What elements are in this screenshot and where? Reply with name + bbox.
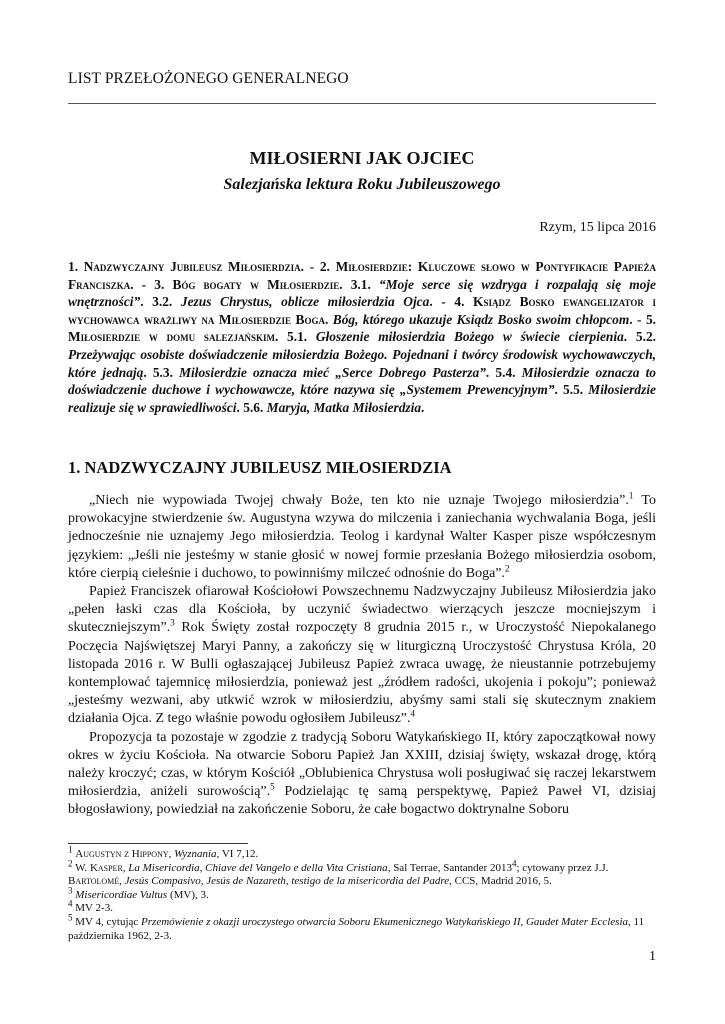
- footnote-author: Bartolomé: [68, 875, 120, 888]
- footnote-work: Wyznania: [174, 848, 217, 860]
- footnote-work: Misericordiae Vultus: [75, 888, 168, 901]
- paragraph: [68, 492, 656, 583]
- toc-item: Ksiądz Bosko ewangelizator i wychowawca wrażliwy na Miłosierdzie Boga: [68, 294, 656, 327]
- paragraph-text: Propozycja ta pozostaje w zgodzie z tradycją Soboru Watykańskiego II, który zapoczątkował nowy okres w życiu Kościoła. Na otwarcie Soboru Papież Jan XXIII, dzisiaj święty, wskazał drogę, którą należy kroczyć; czas, w którym Kościół „Oblubienica Chrystusa woli posługiwać się raczej lekarstwem miłosierdzia, aniżeli surowością”.: [68, 729, 656, 800]
- toc-item: Miłosierdzie w domu salezjańskim: [68, 329, 275, 345]
- section-heading: 1. NADZWYCZAJNY JUBILEUSZ MIŁOSIERDZIA: [68, 458, 452, 477]
- table-of-contents: [68, 258, 656, 416]
- paragraph-text: To prowokacyjne stwierdzenie św. Augustyna wzywa do milczenia i zaniechania wychwalania Boga, jeśli jednocześnie nie uznajemy Jego miłosierdzia. Teolog i kardynał Walter Kasper pisze współczesnym językiem: „Jeśli nie jesteśmy w stanie głosić w nowej formie przesłania Bożego miłosierdzia osobom, które cierpią cieleśnie i duchowo, to powinniśmy milczeć odnośnie do Boga”.: [68, 493, 656, 581]
- footnote-text: W.: [75, 861, 90, 874]
- footnote-author: Kasper: [89, 861, 123, 874]
- paragraph-text: Papież Franciszek ofiarował Kościołowi Powszechnemu Nadzwyczajny Jubileusz Miłosierdzia jako „pełen łaski czas dla Kościoła, by uczynić świadectwo wierzących jeszcze mocniejszym i skuteczniejszym”.: [68, 584, 656, 636]
- toc-text: . 5.3.: [143, 364, 180, 380]
- footnote-number: 3: [68, 885, 73, 896]
- running-header: LIST PRZEŁOŻONEGO GENERALNEGO: [68, 70, 349, 87]
- paragraph: [68, 729, 656, 820]
- paragraph-text: „Niech nie wypowiada Twojej chwały Boże, ten kto nie uznaje Twojego miłosierdzia”.: [89, 493, 629, 508]
- toc-text: . 5.5.: [554, 382, 589, 398]
- paragraph-text: Rok Święty został rozpoczęty 8 grudnia 2015 r., w Uroczystość Niepokalanego Poczęcia Najświętszej Maryi Panny, a zakończy się w liturgiczną Uroczystość Chrystusa Króla, 20 listopada 2016 r. W Bulli ogłaszającej Jubileusz Papież zwraca uwagę, że nieustannie potrzebujemy kontemplować tajemnicę miłosierdzia, ponieważ jest „źródłem radości, ukojenia i pokoju”; ponieważ „jesteśmy wezwani, aby utkwić wzrok w miłosierdziu, abyśmy sami stali się skutecznym znakiem działania Ojca. Z tego właśnie powodu ogłosiłem Jubileusz”.: [68, 620, 656, 727]
- toc-item: Miłosierdzie realizuje się w sprawiedliwości: [68, 382, 656, 415]
- toc-item: Maryja, Matka Miłosierdzia: [266, 399, 422, 415]
- toc-text: . - 5.: [629, 311, 657, 327]
- toc-text: .: [421, 399, 425, 415]
- footnote-number: 5: [68, 912, 73, 923]
- footnote-text: , Sal Terrae, Santander 2013: [387, 861, 512, 874]
- footnote: $^2$ W. Kasper, La Misericordia, Chiave del Vangelo e della Vita Cristiana, Sal Terrae, Santander 2013$^4$; cytowany przez J.J. Bartolomé, Jesús Compasivo, Jesús de Nazareth, testigo de la misericordia del Padre, CCS, Madrid 2016, 5.: [68, 857, 609, 888]
- toc-text: . 3.2.: [140, 294, 181, 310]
- footnote: [68, 912, 656, 943]
- toc-text: . 5.4.: [485, 364, 522, 380]
- toc-text: .: [324, 311, 333, 327]
- footnote-work: Jesús Compasivo, Jesús de Nazareth, testigo de la misericordia del Padre: [124, 875, 450, 888]
- toc-text: . 5.2.: [623, 329, 656, 345]
- footnote-ref[interactable]: 4: [410, 708, 416, 719]
- footnote-number: 2: [68, 857, 73, 868]
- toc-text: . - 2.: [300, 259, 336, 274]
- footnote-ref[interactable]: 3: [170, 617, 175, 628]
- footnotes: [68, 844, 656, 943]
- toc-item: Przeżywając osobiste doświadczenie miłosierdzia Bożego. Pojednani i twórcy środowisk wychowawczych, które jednają: [68, 346, 656, 380]
- document-title: MIŁOSIERNI JAK OJCIEC: [249, 148, 475, 168]
- edition-superscript: 4: [511, 857, 517, 868]
- footnote-text: ; cytowany przez J.J.: [516, 861, 609, 874]
- footnote-ref[interactable]: 5: [270, 781, 275, 792]
- footnote-divider: [68, 843, 248, 844]
- footnote-text: , CCS, Madrid 2016, 5.: [449, 875, 552, 888]
- footnote-ref[interactable]: 2: [505, 563, 510, 574]
- footnote-ref[interactable]: 1: [628, 490, 634, 501]
- footnote-text: MV 4, cytując: [75, 915, 142, 928]
- toc-item: Miłosierdzie: Kluczowe słowo w Pontyfikacie Papieża Franciszka: [68, 259, 656, 292]
- toc-item: “Moje serce się wzdryga i rozpalają się moje wnętrzności”: [68, 276, 656, 310]
- toc-item: Nadzwyczajny Jubileusz Miłosierdzia: [83, 259, 301, 274]
- dateline: Rzym, 15 lipca 2016: [539, 220, 656, 235]
- toc-text: . 5.6.: [236, 399, 267, 415]
- footnote-text: , VI 7,12.: [216, 848, 259, 860]
- footnote-work: Przemówienie z okazji uroczystego otwarcia Soboru Ekumenicznego Watykańskiego II, Gaudet Mater Ecclesia: [141, 915, 629, 928]
- footnote-text: (MV), 3.: [167, 888, 209, 901]
- toc-text: 1.: [68, 259, 84, 274]
- footnote-author: Augustyn z Hippony: [75, 848, 169, 860]
- toc-item: Bóg, którego ukazuje Ksiądz Bosko swoim chłopcom: [332, 311, 630, 327]
- toc-text: . 5.1.: [274, 329, 316, 345]
- header-divider: [68, 103, 656, 104]
- toc-item: Miłosierdzie oznacza to doświadczenie duchowe i wychowawcze, które nazywa się „Systemem Prewencyjnym”: [68, 364, 656, 398]
- footnote: $^1$ Augustyn z Hippony, Wyznania, VI 7,12.: [68, 844, 259, 860]
- document-subtitle: Salezjańska lektura Roku Jubileuszowego: [223, 176, 501, 193]
- toc-item: Głoszenie miłosierdzia Bożego w świecie cierpienia: [315, 329, 624, 345]
- footnote-text: , 11 października 1962, 2-3.: [68, 915, 645, 942]
- paragraph-text: Podzielając tę samą perspektywę, Papież Paweł VI, dzisiaj błogosławiony, powiedział na zakończenie Soboru, że całe bogactwo doktrynalne Soboru: [68, 784, 656, 818]
- paragraph: [68, 583, 656, 729]
- toc-text: . - 4.: [429, 294, 474, 310]
- footnote: [68, 885, 656, 903]
- toc-item: Bóg bogaty w Miłosierdzie: [172, 276, 340, 292]
- footnote-number: 4: [68, 898, 73, 909]
- toc-text: . 3.1.: [339, 276, 379, 292]
- footnote-text: MV 2-3.: [75, 902, 113, 915]
- footnote: [68, 898, 656, 916]
- footnote-work: La Misericordia, Chiave del Vangelo e della Vita Cristiana: [128, 861, 388, 874]
- toc-item: Jezus Chrystus, oblicze miłosierdzia Ojca: [180, 294, 430, 310]
- footnote-number: 1: [68, 844, 73, 855]
- body-text: [68, 492, 656, 820]
- page-number: 1: [649, 949, 656, 964]
- toc-item: Miłosierdzie oznacza mieć „Serce Dobrego Pasterza”: [179, 364, 486, 380]
- toc-text: . - 3.: [130, 276, 173, 292]
